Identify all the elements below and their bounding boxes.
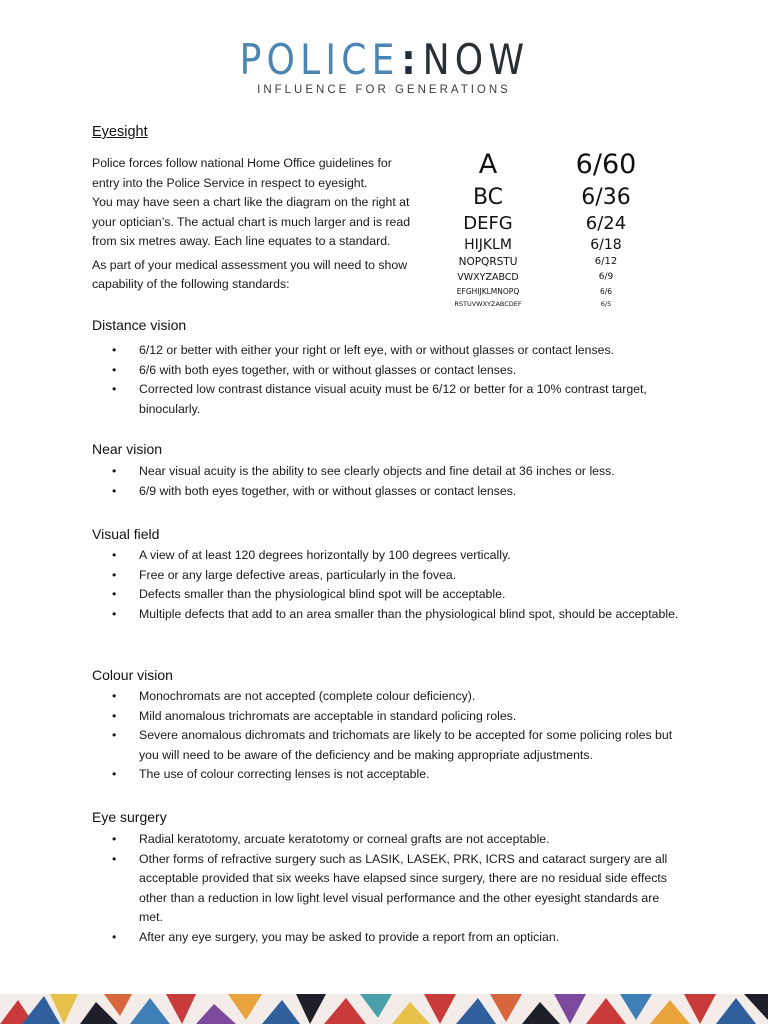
intro-paragraph: Police forces follow national Home Office guidelines for entry into the Police Service in respect to eyesight. bbox=[92, 156, 392, 190]
eye-surgery-list bbox=[112, 830, 682, 948]
chart-letters: BC bbox=[472, 185, 504, 210]
logo-tagline: INFLUENCE FOR GENERATIONS bbox=[257, 84, 511, 96]
logo-separator: : bbox=[400, 35, 421, 84]
eye-surgery-heading: Eye surgery bbox=[92, 809, 167, 825]
logo-word-police: POLICE bbox=[239, 35, 400, 84]
chart-score: 6/24 bbox=[585, 213, 627, 234]
list-item: • The use of colour correcting lenses is not acceptable. bbox=[112, 765, 682, 785]
chart-row bbox=[440, 254, 670, 270]
chart-row bbox=[440, 285, 670, 298]
list-item: • 6/9 with both eyes together, with or without glasses or contact lenses. bbox=[112, 482, 682, 502]
intro-paragraph: As part of your medical assessment you will need to show capability of the following standards: bbox=[92, 257, 408, 291]
list-item: • Free or any large defective areas, particularly in the fovea. bbox=[112, 566, 682, 586]
list-item: • 6/6 with both eyes together, with or without glasses or contact lenses. bbox=[112, 361, 682, 381]
distance-vision-list bbox=[112, 341, 682, 419]
distance-vision-heading: Distance vision bbox=[92, 317, 187, 333]
chart-row bbox=[440, 298, 670, 310]
visual-field-list bbox=[112, 546, 682, 624]
decorative-footer-art bbox=[0, 994, 768, 1024]
intro-paragraph: You may have seen a chart like the diagram on the right at your optician’s. The actual chart is much larger and is read from six metres away. Each line equates to a standard. bbox=[92, 195, 411, 248]
list-item: • Monochromats are not accepted (complete colour deficiency). bbox=[112, 687, 682, 707]
footer-pattern-graphic bbox=[0, 994, 768, 1024]
chart-score: 6/12 bbox=[594, 256, 618, 267]
colour-vision-list bbox=[112, 687, 682, 785]
near-vision-list bbox=[112, 462, 682, 501]
list-item: • Other forms of refractive surgery such as LASIK, LASEK, PRK, ICRS and cataract surgery are all acceptable provided that six weeks have elapsed since surgery, there are no residual side effects other than a reduction in low light level visual performance and the other eyesight standards are met. bbox=[112, 850, 682, 928]
list-item: • Radial keratotomy, arcuate keratotomy or corneal grafts are not acceptable. bbox=[112, 830, 682, 850]
chart-letters: A bbox=[478, 149, 498, 180]
snellen-chart bbox=[440, 148, 670, 318]
list-item: • Near visual acuity is the ability to see clearly objects and fine detail at 36 inches or less. bbox=[112, 462, 682, 482]
near-vision-heading: Near vision bbox=[92, 441, 163, 457]
chart-score: 6/36 bbox=[581, 185, 631, 210]
eyesight-heading: Eyesight bbox=[92, 124, 148, 140]
list-item: • Mild anomalous trichromats are acceptable in standard policing roles. bbox=[112, 707, 682, 727]
list-item: • A view of at least 120 degrees horizontally by 100 degrees vertically. bbox=[112, 546, 682, 566]
list-item: • After any eye surgery, you may be asked to provide a report from an optician. bbox=[112, 928, 682, 948]
logo-word-now: NOW bbox=[422, 35, 529, 84]
chart-row bbox=[440, 235, 670, 255]
chart-score: 6/60 bbox=[575, 149, 637, 180]
chart-row bbox=[440, 212, 670, 236]
police-now-logo bbox=[0, 34, 768, 96]
list-item: • Corrected low contrast distance visual acuity must be 6/12 or better for a 10% contrast target, binocularly. bbox=[112, 380, 682, 419]
chart-letters: EFGHIJKLMNOPQ bbox=[456, 287, 520, 296]
visual-field-heading: Visual field bbox=[92, 526, 160, 542]
logo-wordmark bbox=[239, 34, 529, 86]
chart-row bbox=[440, 184, 670, 212]
list-item: • Severe anomalous dichromats and trichomats are likely to be accepted for some policing roles but you will need to be aware of the deficiency and be making appropriate adjustments. bbox=[112, 726, 682, 765]
chart-letters: HIJKLM bbox=[464, 237, 512, 253]
chart-score: 6/5 bbox=[600, 300, 612, 308]
list-item: • Multiple defects that add to an area smaller than the physiological blind spot, should be acceptable. bbox=[112, 605, 682, 625]
chart-score: 6/18 bbox=[590, 237, 622, 253]
list-item: • 6/12 or better with either your right or left eye, with or without glasses or contact lenses. bbox=[112, 341, 682, 361]
chart-letters: RSTUVWXYZABCDEF bbox=[454, 300, 522, 308]
chart-row bbox=[440, 148, 670, 182]
chart-letters: DEFG bbox=[463, 213, 513, 234]
chart-letters: VWXYZABCD bbox=[457, 272, 519, 283]
chart-score: 6/9 bbox=[598, 272, 614, 282]
chart-letters: NOPQRSTU bbox=[458, 256, 518, 268]
chart-score: 6/6 bbox=[599, 287, 613, 296]
list-item: • Defects smaller than the physiological blind spot will be acceptable. bbox=[112, 585, 682, 605]
intro-text bbox=[92, 154, 422, 295]
chart-row bbox=[440, 270, 670, 285]
colour-vision-heading: Colour vision bbox=[92, 667, 173, 683]
